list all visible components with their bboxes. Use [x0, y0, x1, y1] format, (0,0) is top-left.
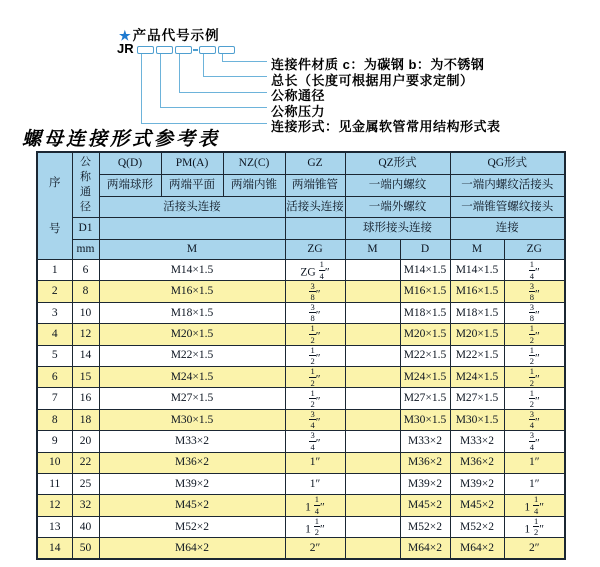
cell-mm: 18 [72, 409, 99, 430]
table-row [37, 431, 565, 452]
table-body [37, 260, 565, 560]
cell-qg-m: M14×1.5 [450, 260, 504, 281]
cell-m: M16×1.5 [99, 281, 285, 302]
cell-m: M45×2 [99, 495, 285, 516]
label-connection-form: 连接形式：见金属软管常用结构形式表 [271, 119, 501, 134]
cell-qz-d: M16×1.5 [400, 281, 450, 302]
cell-m: M64×2 [99, 538, 285, 560]
cell-mm: 32 [72, 495, 99, 516]
cell-qg-m: M27×1.5 [450, 388, 504, 409]
header-unit-qg-zg: ZG [504, 240, 565, 260]
cell-qg-zg: 1″ [504, 473, 565, 494]
table-row [37, 366, 565, 387]
header-nominal-diameter: 公称通径 [72, 152, 99, 218]
header-conn-union: 活接头连接 [99, 197, 285, 218]
header-blank-left [99, 218, 285, 240]
cell-m: M33×2 [99, 431, 285, 452]
header-unit-qz-m: M [345, 240, 400, 260]
cell-qz-m [345, 366, 400, 387]
cell-m: M14×1.5 [99, 260, 285, 281]
cell-qz-d: M27×1.5 [400, 388, 450, 409]
header-unit-zg: ZG [285, 240, 345, 260]
cell-seq: 13 [37, 516, 72, 537]
header-unit-qg-m: M [450, 240, 504, 260]
cell-qz-d: M33×2 [400, 431, 450, 452]
header-blank-gz [285, 218, 345, 240]
header-col-nzc: NZ(C) [223, 152, 285, 175]
cell-qg-m: M24×1.5 [450, 366, 504, 387]
cell-qz-m [345, 260, 400, 281]
header-conn-qz: 一端外螺纹 [345, 197, 450, 218]
cell-qz-d: M64×2 [400, 538, 450, 560]
diagram-title [119, 24, 220, 44]
cell-mm: 6 [72, 260, 99, 281]
cell-qg-zg: 1 $\frac{1}{2}$ ″ [504, 516, 565, 537]
cell-mm: 14 [72, 345, 99, 366]
cell-qg-m: M16×1.5 [450, 281, 504, 302]
cell-qg-m: M64×2 [450, 538, 504, 560]
code-box-3 [175, 46, 192, 54]
cell-qz-m [345, 302, 400, 323]
table-row [37, 324, 565, 345]
cell-qz-d: M18×1.5 [400, 302, 450, 323]
cell-qz-m [345, 388, 400, 409]
cell-qg-zg: 1″ [504, 452, 565, 473]
table-title: 螺母连接形式参考表 [22, 129, 221, 150]
cell-seq: 14 [37, 538, 72, 560]
cell-seq: 11 [37, 473, 72, 494]
cell-m: M30×1.5 [99, 409, 285, 430]
cell-qz-d: M39×2 [400, 473, 450, 494]
header-end-nzc: 两端内锥 [223, 175, 285, 197]
cell-qz-d: M52×2 [400, 516, 450, 537]
table-row [37, 473, 565, 494]
cell-seq: 7 [37, 388, 72, 409]
cell-zg: 1 $\frac{1}{2}$ ″ [285, 516, 345, 537]
nut-connection-table [36, 151, 566, 560]
cell-qg-zg: $\frac{1}{2}$ ″ [504, 388, 565, 409]
diagram-title-text: 产品代号示例 [132, 28, 220, 43]
cell-mm: 22 [72, 452, 99, 473]
code-box-4 [199, 46, 216, 54]
cell-zg: $\frac{3}{4}$ ″ [285, 431, 345, 452]
cell-qz-d: M30×1.5 [400, 409, 450, 430]
header-seq: 序号 [37, 152, 72, 260]
cell-zg: 1″ [285, 452, 345, 473]
cell-zg: $\frac{1}{2}$ ″ [285, 345, 345, 366]
cell-qg-zg: $\frac{3}{8}$ ″ [504, 302, 565, 323]
cell-m: M52×2 [99, 516, 285, 537]
label-nominal-pressure: 公称压力 [271, 104, 326, 119]
table-row [37, 388, 565, 409]
cell-qz-d: M24×1.5 [400, 366, 450, 387]
cell-mm: 12 [72, 324, 99, 345]
cell-qg-zg: 2″ [504, 538, 565, 560]
cell-mm: 20 [72, 431, 99, 452]
header-end-gz: 两端锥管 [285, 175, 345, 197]
callout-line-5 [222, 54, 267, 62]
cell-qz-d: M20×1.5 [400, 324, 450, 345]
cell-qz-m [345, 516, 400, 537]
cell-qg-zg: 1 $\frac{1}{4}$ ″ [504, 495, 565, 516]
cell-mm: 50 [72, 538, 99, 560]
header-ball-joint: 球形接头连接 [345, 218, 450, 240]
cell-m: M24×1.5 [99, 366, 285, 387]
header-col-qz: QZ形式 [345, 152, 450, 175]
cell-qg-m: M20×1.5 [450, 324, 504, 345]
cell-seq: 12 [37, 495, 72, 516]
label-nominal-diameter: 公称通径 [271, 88, 326, 103]
cell-zg: 2″ [285, 538, 345, 560]
cell-zg: $\frac{1}{2}$ ″ [285, 388, 345, 409]
cell-qz-d: M14×1.5 [400, 260, 450, 281]
header-end-qd: 两端球形 [99, 175, 161, 197]
cell-qg-zg: $\frac{1}{2}$ ″ [504, 345, 565, 366]
table-row [37, 345, 565, 366]
cell-mm: 16 [72, 388, 99, 409]
code-prefix: JR [117, 41, 134, 56]
label-material: 连接件材质 c：为碳钢 b：为不锈钢 [271, 57, 485, 72]
header-connect: 连接 [450, 218, 565, 240]
table-row [37, 409, 565, 430]
table-row [37, 516, 565, 537]
cell-qg-zg: $\frac{1}{2}$ ″ [504, 324, 565, 345]
cell-seq: 1 [37, 260, 72, 281]
cell-qg-m: M39×2 [450, 473, 504, 494]
cell-zg: $\frac{3}{4}$ ″ [285, 409, 345, 430]
cell-qz-m [345, 324, 400, 345]
header-d1: D1 [72, 218, 99, 240]
label-total-length: 总长（长度可根据用户要求定制） [271, 73, 474, 88]
cell-seq: 10 [37, 452, 72, 473]
cell-mm: 40 [72, 516, 99, 537]
product-code-diagram [0, 0, 600, 140]
cell-seq: 4 [37, 324, 72, 345]
header-end-qg: 一端内螺纹活接头 [450, 175, 565, 197]
cell-qz-m [345, 281, 400, 302]
cell-qz-d: M22×1.5 [400, 345, 450, 366]
header-conn-gz: 活接头连接 [285, 197, 345, 218]
table-row [37, 538, 565, 560]
cell-zg: 1″ [285, 473, 345, 494]
header-conn-qg: 一端锥管螺纹接头 [450, 197, 565, 218]
header-unit-qz-d: D [400, 240, 450, 260]
header-unit-m: M [99, 240, 285, 260]
code-box-1 [137, 46, 154, 54]
cell-qg-m: M52×2 [450, 516, 504, 537]
table-row [37, 260, 565, 281]
cell-qz-m [345, 495, 400, 516]
cell-qz-m [345, 431, 400, 452]
header-col-gz: GZ [285, 152, 345, 175]
cell-zg: $\frac{1}{2}$ ″ [285, 366, 345, 387]
table-row [37, 302, 565, 323]
cell-zg: $\frac{1}{2}$ ″ [285, 324, 345, 345]
cell-qz-m [345, 538, 400, 560]
cell-mm: 25 [72, 473, 99, 494]
cell-zg: $\frac{3}{8}$ ″ [285, 281, 345, 302]
cell-mm: 8 [72, 281, 99, 302]
header-col-qd: Q(D) [99, 152, 161, 175]
table-row [37, 281, 565, 302]
table-row [37, 495, 565, 516]
cell-qz-d: M45×2 [400, 495, 450, 516]
cell-seq: 2 [37, 281, 72, 302]
cell-zg: 1 $\frac{1}{4}$ ″ [285, 495, 345, 516]
cell-qz-d: M36×2 [400, 452, 450, 473]
cell-qg-m: M30×1.5 [450, 409, 504, 430]
cell-qg-m: M22×1.5 [450, 345, 504, 366]
table-row [37, 452, 565, 473]
cell-qg-zg: $\frac{3}{4}$ ″ [504, 431, 565, 452]
cell-qg-m: M45×2 [450, 495, 504, 516]
cell-qz-m [345, 473, 400, 494]
cell-seq: 8 [37, 409, 72, 430]
cell-seq: 5 [37, 345, 72, 366]
cell-seq: 6 [37, 366, 72, 387]
cell-zg: $\frac{3}{8}$ ″ [285, 302, 345, 323]
header-col-pma: PM(A) [161, 152, 223, 175]
cell-mm: 10 [72, 302, 99, 323]
code-box-2 [156, 46, 173, 54]
cell-seq: 3 [37, 302, 72, 323]
cell-seq: 9 [37, 431, 72, 452]
cell-zg: ZG $\frac{1}{4}$ ″ [285, 260, 345, 281]
cell-m: M22×1.5 [99, 345, 285, 366]
cell-qg-zg: $\frac{1}{4}$ ″ [504, 260, 565, 281]
cell-qg-zg: $\frac{1}{2}$ ″ [504, 366, 565, 387]
cell-m: M27×1.5 [99, 388, 285, 409]
cell-qg-m: M36×2 [450, 452, 504, 473]
cell-qz-m [345, 452, 400, 473]
code-dash [193, 49, 198, 51]
header-end-qz: 一端内螺纹 [345, 175, 450, 197]
header-end-pma: 两端平面 [161, 175, 223, 197]
cell-mm: 15 [72, 366, 99, 387]
cell-m: M36×2 [99, 452, 285, 473]
cell-m: M18×1.5 [99, 302, 285, 323]
cell-qg-m: M33×2 [450, 431, 504, 452]
header-col-qg: QG形式 [450, 152, 565, 175]
header-mm: mm [72, 240, 99, 260]
cell-m: M20×1.5 [99, 324, 285, 345]
cell-qz-m [345, 409, 400, 430]
cell-qg-zg: $\frac{3}{4}$ ″ [504, 409, 565, 430]
star-icon: ★ [119, 28, 132, 43]
cell-qz-m [345, 345, 400, 366]
code-box-5 [218, 46, 235, 54]
cell-m: M39×2 [99, 473, 285, 494]
cell-qg-m: M18×1.5 [450, 302, 504, 323]
cell-qg-zg: $\frac{3}{8}$ ″ [504, 281, 565, 302]
